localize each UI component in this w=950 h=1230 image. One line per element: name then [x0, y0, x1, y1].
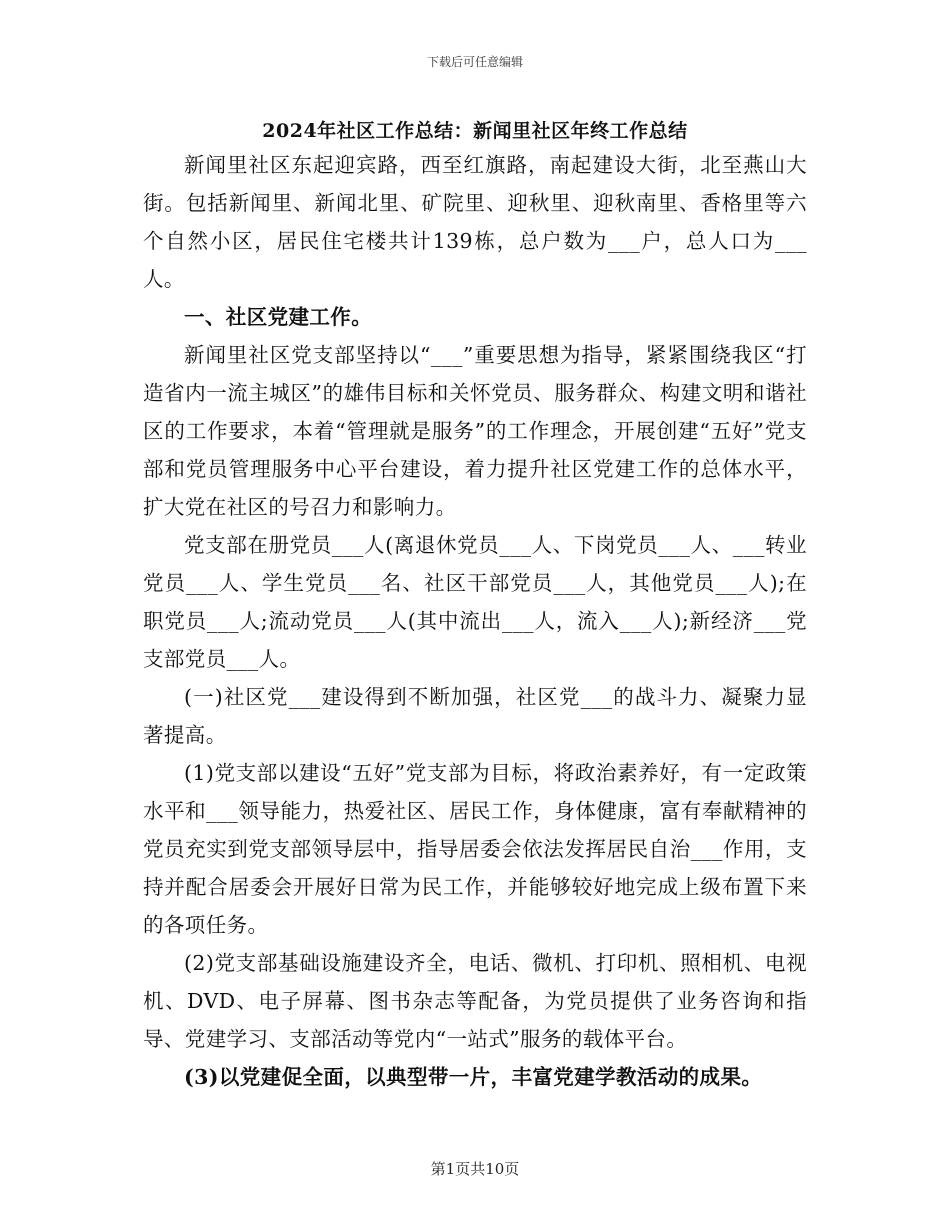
paragraph-subsection-1: (一)社区党___建设得到不断加强，社区党___的战斗力、凝聚力显著提高。 — [143, 685, 807, 747]
paragraph-guiding-idea: 新闻里社区党支部坚持以“___”重要思想为指导，紧紧围绕我区“打造省内一流主城区”的雄伟目标和关怀党员、服务群众、构建文明和谐社区的工作要求，本着“管理就是服务”的工作理念，开展创建“五好”党支部和党员管理服务中心平台建设，着力提升社区党建工作的总体水平，扩大党在社区的号召力和影响力。 — [143, 343, 807, 519]
paragraph-member-count: 党支部在册党员___人(离退休党员___人、下岗党员___人、___转业党员___人、学生党员___名、社区干部党员___人，其他党员___人);在职党员___人;流动党员___人(其中流出___人，流入___人);新经济___党支部党员___人。 — [143, 533, 807, 671]
document-body — [143, 146, 807, 1096]
paragraph-item-1: (1)党支部以建设“五好”党支部为目标，将政治素养好，有一定政策水平和___领导能力，热爱社区、居民工作，身体健康，富有奉献精神的党员充实到党支部领导层中，指导居委会依法发挥居民自治___作用，支持并配合居委会开展好日常为民工作，并能够较好地完成上级布置下来的各项任务。 — [143, 761, 807, 937]
page-footer: 第1页共10页 — [430, 1160, 520, 1178]
paragraph-item-2: (2)党支部基础设施建设齐全，电话、微机、打印机、照相机、电视机、DVD、电子屏幕、图书杂志等配备，为党员提供了业务咨询和指导、党建学习、支部活动等党内“一站式”服务的载体平台。 — [143, 951, 807, 1051]
paragraph-item-3-heading: (3)以党建促全面，以典型带一片，丰富党建学教活动的成果。 — [184, 1065, 763, 1089]
page-header: 下载后可任意编辑 — [426, 55, 523, 69]
document-title: 2024年社区工作总结：新闻里社区年终工作总结 — [262, 120, 688, 142]
paragraph-intro: 新闻里社区东起迎宾路，西至红旗路，南起建设大街，北至燕山大街。包括新闻里、新闻北里、矿院里、迎秋里、迎秋南里、香格里等六个自然小区，居民住宅楼共计139栋，总户数为___户，总人口为___人。 — [143, 153, 807, 291]
section-heading-party-building: 一、社区党建工作。 — [184, 305, 373, 329]
